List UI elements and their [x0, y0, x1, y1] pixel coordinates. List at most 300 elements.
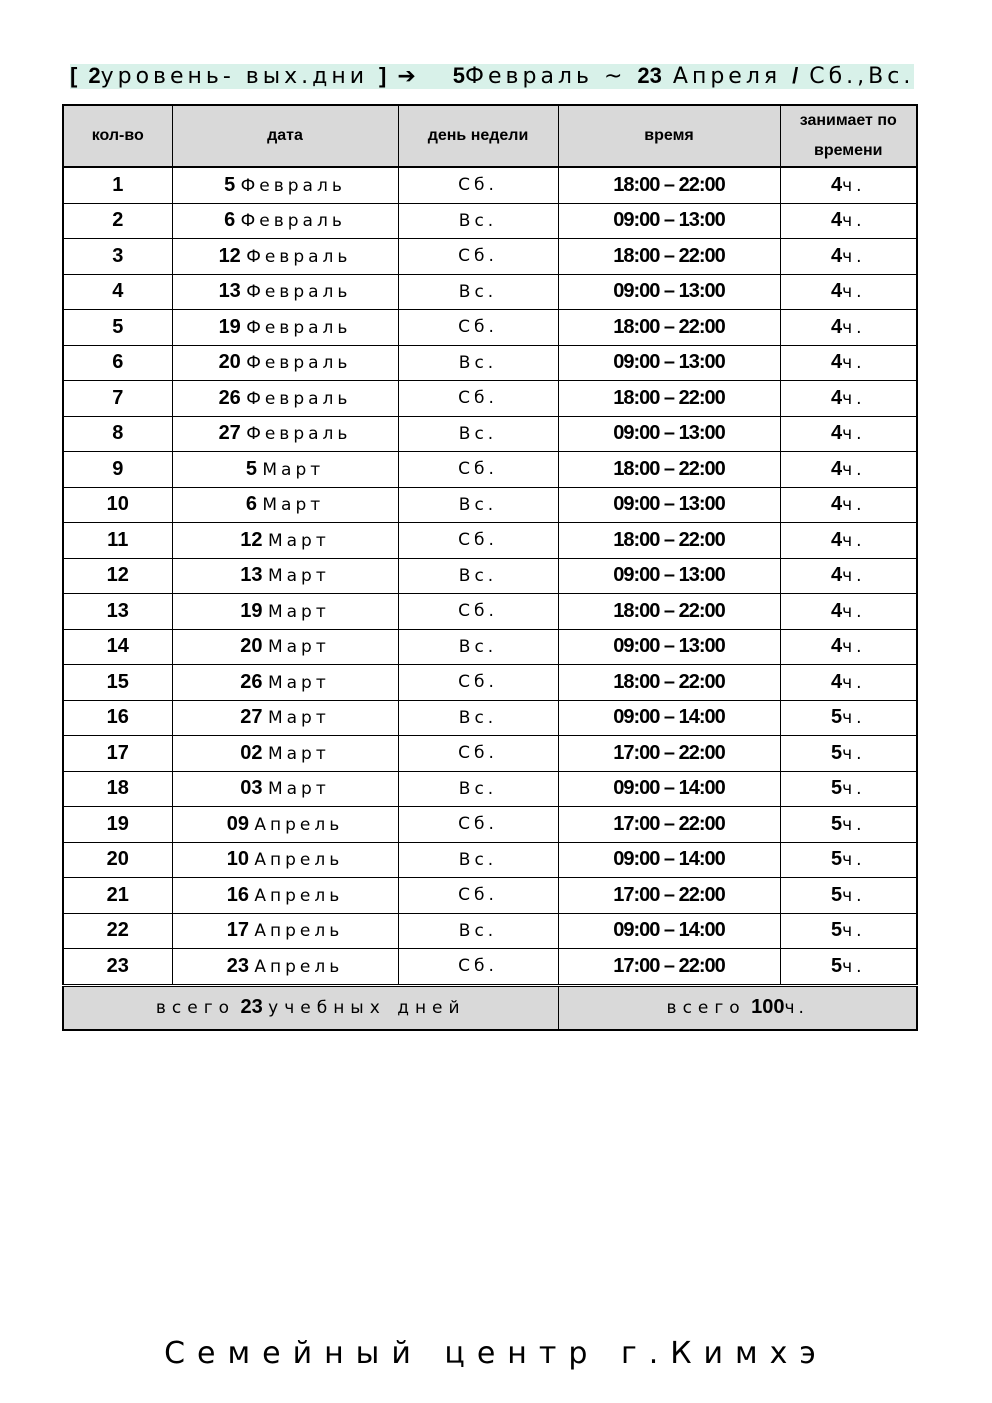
time-range: 18:00 – 22:00 — [613, 173, 725, 196]
cell-time — [558, 487, 780, 523]
weekday: Вс. — [458, 494, 498, 515]
weekday: Сб. — [458, 956, 498, 977]
cell-time — [558, 878, 780, 914]
date-month: Февраль — [246, 424, 352, 445]
weekday: Вс. — [458, 707, 498, 728]
weekday: Сб. — [458, 388, 498, 409]
cell-count — [63, 452, 172, 488]
title-end-month: Апреля — [672, 64, 782, 89]
time-range: 18:00 – 22:00 — [613, 457, 725, 480]
date-month: Март — [267, 708, 330, 729]
cell-time — [558, 842, 780, 878]
weekday: Сб. — [458, 885, 498, 906]
cell-date — [172, 381, 398, 417]
table-row — [63, 629, 917, 665]
cell-time — [558, 736, 780, 772]
weekday: Сб. — [458, 246, 498, 267]
date-day: 09 — [226, 812, 249, 835]
duration-unit: ч. — [842, 743, 866, 764]
cell-time — [558, 167, 780, 203]
date-month: Апрель — [254, 814, 344, 835]
row-number: 13 — [106, 599, 129, 622]
table-row — [63, 665, 917, 701]
cell-count — [63, 736, 172, 772]
cell-time — [558, 629, 780, 665]
duration-hours: 4 — [830, 457, 843, 480]
date-month: Февраль — [246, 246, 352, 267]
cell-date — [172, 594, 398, 630]
cell-weekday — [398, 167, 558, 203]
cell-duration — [780, 700, 917, 736]
total-hours-number: 100 — [751, 996, 785, 1018]
time-range: 09:00 – 13:00 — [613, 635, 725, 658]
duration-hours: 4 — [830, 315, 843, 338]
date-month: Март — [267, 601, 330, 622]
cell-duration — [780, 274, 917, 310]
date-month: Март — [262, 459, 325, 480]
cell-weekday — [398, 523, 558, 559]
cell-weekday — [398, 487, 558, 523]
title-start-month: Февраль — [465, 64, 593, 89]
duration-unit: ч. — [842, 282, 866, 303]
cell-time — [558, 381, 780, 417]
cell-weekday — [398, 239, 558, 275]
duration-hours: 4 — [830, 635, 843, 658]
row-number: 3 — [112, 244, 124, 267]
cell-count — [63, 381, 172, 417]
title-end-day: 23 — [637, 63, 662, 88]
cell-duration — [780, 452, 917, 488]
schedule-table — [62, 104, 918, 1031]
time-range: 09:00 – 14:00 — [613, 706, 725, 729]
weekday: Вс. — [458, 565, 498, 586]
date-month: Март — [267, 779, 330, 800]
cell-duration — [780, 345, 917, 381]
cell-duration — [780, 878, 917, 914]
cell-weekday — [398, 452, 558, 488]
cell-count — [63, 239, 172, 275]
time-range: 09:00 – 14:00 — [613, 777, 725, 800]
cell-weekday — [398, 665, 558, 701]
row-number: 9 — [112, 457, 124, 480]
cell-weekday — [398, 878, 558, 914]
weekday: Вс. — [458, 423, 498, 444]
cell-duration — [780, 949, 917, 986]
cell-duration — [780, 842, 917, 878]
title-highlight — [70, 64, 914, 89]
time-range: 09:00 – 14:00 — [613, 919, 725, 942]
cell-weekday — [398, 310, 558, 346]
title-bracket-open: [ — [70, 63, 78, 88]
cell-weekday — [398, 807, 558, 843]
weekday: Сб. — [458, 175, 498, 196]
date-day: 13 — [218, 280, 241, 303]
duration-hours: 5 — [830, 706, 843, 729]
cell-date — [172, 700, 398, 736]
time-range: 18:00 – 22:00 — [613, 244, 725, 267]
row-number: 8 — [112, 422, 124, 445]
cell-time — [558, 203, 780, 239]
cell-time — [558, 665, 780, 701]
cell-time — [558, 771, 780, 807]
row-number: 5 — [112, 315, 124, 338]
cell-duration — [780, 771, 917, 807]
duration-unit: ч. — [842, 601, 866, 622]
duration-unit: ч. — [842, 353, 866, 374]
table-row — [63, 345, 917, 381]
weekday: Вс. — [458, 920, 498, 941]
table-row — [63, 949, 917, 986]
weekday: Сб. — [458, 530, 498, 551]
cell-date — [172, 167, 398, 203]
time-range: 09:00 – 13:00 — [613, 351, 725, 374]
cell-weekday — [398, 594, 558, 630]
cell-count — [63, 629, 172, 665]
time-range: 18:00 – 22:00 — [613, 315, 725, 338]
cell-duration — [780, 239, 917, 275]
cell-time — [558, 700, 780, 736]
date-day: 12 — [218, 244, 241, 267]
duration-hours: 4 — [830, 599, 843, 622]
duration-hours: 4 — [830, 280, 843, 303]
duration-hours: 5 — [830, 883, 843, 906]
table-header-row — [63, 105, 917, 167]
weekday: Вс. — [458, 778, 498, 799]
cell-date — [172, 949, 398, 986]
header-date: дата — [172, 105, 398, 167]
date-day: 12 — [240, 528, 263, 551]
title-tilde: ~ — [603, 64, 627, 89]
cell-count — [63, 167, 172, 203]
duration-hours: 4 — [830, 351, 843, 374]
date-day: 5 — [224, 173, 236, 196]
duration-hours: 5 — [830, 848, 843, 871]
cell-date — [172, 203, 398, 239]
date-day: 10 — [226, 848, 249, 871]
weekday: Вс. — [458, 210, 498, 231]
date-day: 23 — [226, 954, 249, 977]
date-day: 27 — [218, 422, 241, 445]
date-month: Февраль — [240, 211, 346, 232]
row-number: 21 — [106, 883, 129, 906]
duration-hours: 4 — [830, 209, 843, 232]
cell-count — [63, 416, 172, 452]
date-day: 5 — [245, 457, 257, 480]
cell-duration — [780, 310, 917, 346]
duration-unit: ч. — [842, 566, 866, 587]
duration-unit: ч. — [842, 424, 866, 445]
cell-count — [63, 807, 172, 843]
cell-date — [172, 345, 398, 381]
cell-weekday — [398, 629, 558, 665]
cell-count — [63, 274, 172, 310]
cell-count — [63, 523, 172, 559]
weekday: Сб. — [458, 317, 498, 338]
row-number: 1 — [112, 173, 124, 196]
cell-time — [558, 594, 780, 630]
total-days-suffix: учебных дней — [268, 998, 466, 1018]
cell-duration — [780, 629, 917, 665]
table-row — [63, 274, 917, 310]
date-month: Апрель — [254, 921, 344, 942]
row-number: 17 — [106, 741, 129, 764]
date-month: Март — [267, 672, 330, 693]
table-row — [63, 523, 917, 559]
table-row — [63, 842, 917, 878]
cell-time — [558, 807, 780, 843]
cell-count — [63, 345, 172, 381]
cell-date — [172, 629, 398, 665]
cell-time — [558, 523, 780, 559]
cell-time — [558, 416, 780, 452]
date-month: Февраль — [246, 353, 352, 374]
duration-unit: ч. — [842, 637, 866, 658]
date-month: Февраль — [240, 175, 346, 196]
time-range: 09:00 – 13:00 — [613, 422, 725, 445]
date-day: 19 — [218, 315, 241, 338]
cell-date — [172, 239, 398, 275]
date-month: Март — [267, 637, 330, 658]
time-range: 09:00 – 13:00 — [613, 493, 725, 516]
date-day: 26 — [218, 386, 241, 409]
cell-duration — [780, 736, 917, 772]
weekday: Сб. — [458, 459, 498, 480]
table-row — [63, 487, 917, 523]
duration-unit: ч. — [842, 246, 866, 267]
duration-unit: ч. — [842, 779, 866, 800]
duration-unit: ч. — [842, 814, 866, 835]
total-hours-prefix: всего — [666, 998, 746, 1018]
cell-duration — [780, 203, 917, 239]
cell-date — [172, 807, 398, 843]
date-day: 27 — [240, 706, 263, 729]
cell-count — [63, 842, 172, 878]
title-level-text: уровень- вых.дни — [100, 64, 369, 89]
cell-count — [63, 878, 172, 914]
title-level-number: 2 — [88, 63, 101, 88]
duration-unit: ч. — [842, 921, 866, 942]
arrow-icon: ➔ — [397, 64, 420, 89]
weekday: Сб. — [458, 672, 498, 693]
duration-unit: ч. — [842, 956, 866, 977]
cell-weekday — [398, 416, 558, 452]
cell-date — [172, 736, 398, 772]
table-row — [63, 700, 917, 736]
cell-duration — [780, 381, 917, 417]
table-row — [63, 310, 917, 346]
date-day: 20 — [240, 635, 263, 658]
total-days-cell — [63, 985, 558, 1030]
cell-count — [63, 487, 172, 523]
cell-count — [63, 203, 172, 239]
date-day: 02 — [240, 741, 263, 764]
duration-hours: 4 — [830, 528, 843, 551]
duration-hours: 5 — [830, 919, 843, 942]
title-days: Сб.,Вс. — [809, 64, 915, 89]
time-range: 18:00 – 22:00 — [613, 599, 725, 622]
cell-date — [172, 310, 398, 346]
date-month: Апрель — [254, 956, 344, 977]
table-row — [63, 558, 917, 594]
duration-unit: ч. — [842, 885, 866, 906]
time-range: 17:00 – 22:00 — [613, 954, 725, 977]
cell-date — [172, 487, 398, 523]
row-number: 10 — [106, 493, 129, 516]
table-row — [63, 239, 917, 275]
table-row — [63, 807, 917, 843]
table-row — [63, 416, 917, 452]
row-number: 11 — [107, 528, 129, 551]
footer-organization: Семейный центр г.Кимхэ — [164, 1336, 828, 1371]
date-day: 6 — [224, 209, 236, 232]
header-weekday: день недели — [398, 105, 558, 167]
time-range: 17:00 – 22:00 — [613, 812, 725, 835]
duration-unit: ч. — [842, 211, 866, 232]
date-day: 6 — [245, 493, 257, 516]
duration-hours: 5 — [830, 741, 843, 764]
date-day: 03 — [240, 777, 263, 800]
row-number: 6 — [112, 351, 124, 374]
header-time: время — [558, 105, 780, 167]
cell-duration — [780, 523, 917, 559]
table-row — [63, 203, 917, 239]
duration-hours: 5 — [830, 812, 843, 835]
weekday: Вс. — [458, 849, 498, 870]
date-month: Март — [267, 566, 330, 587]
cell-weekday — [398, 913, 558, 949]
table-row — [63, 167, 917, 203]
cell-date — [172, 842, 398, 878]
cell-time — [558, 239, 780, 275]
weekday: Сб. — [458, 743, 498, 764]
cell-weekday — [398, 700, 558, 736]
cell-duration — [780, 558, 917, 594]
row-number: 12 — [106, 564, 129, 587]
date-day: 17 — [226, 919, 249, 942]
time-range: 09:00 – 13:00 — [613, 280, 725, 303]
row-number: 2 — [112, 209, 124, 232]
table-row — [63, 913, 917, 949]
cell-weekday — [398, 274, 558, 310]
title-bracket-close: ] — [379, 63, 387, 88]
time-range: 18:00 – 22:00 — [613, 386, 725, 409]
title-start-day: 5 — [452, 63, 466, 88]
cell-duration — [780, 913, 917, 949]
totals-row — [63, 985, 917, 1030]
row-number: 14 — [106, 635, 129, 658]
duration-hours: 4 — [830, 386, 843, 409]
table-row — [63, 594, 917, 630]
cell-weekday — [398, 771, 558, 807]
cell-date — [172, 452, 398, 488]
page-title — [70, 60, 914, 92]
cell-time — [558, 345, 780, 381]
cell-weekday — [398, 558, 558, 594]
duration-unit: ч. — [842, 459, 866, 480]
date-month: Март — [267, 530, 330, 551]
date-month: Февраль — [246, 388, 352, 409]
cell-weekday — [398, 381, 558, 417]
cell-count — [63, 771, 172, 807]
time-range: 09:00 – 13:00 — [613, 564, 725, 587]
cell-date — [172, 878, 398, 914]
date-day: 16 — [226, 883, 249, 906]
cell-time — [558, 913, 780, 949]
row-number: 20 — [106, 848, 129, 871]
duration-hours: 4 — [830, 244, 843, 267]
time-range: 18:00 – 22:00 — [613, 670, 725, 693]
cell-duration — [780, 665, 917, 701]
header-count: кол-во — [63, 105, 172, 167]
date-day: 13 — [240, 564, 263, 587]
cell-duration — [780, 594, 917, 630]
cell-count — [63, 700, 172, 736]
table-row — [63, 736, 917, 772]
weekday: Вс. — [458, 281, 498, 302]
title-slash: / — [792, 63, 799, 88]
date-month: Март — [262, 495, 325, 516]
cell-time — [558, 274, 780, 310]
cell-weekday — [398, 949, 558, 986]
duration-unit: ч. — [842, 850, 866, 871]
cell-date — [172, 523, 398, 559]
duration-unit: ч. — [842, 175, 866, 196]
cell-date — [172, 771, 398, 807]
cell-time — [558, 310, 780, 346]
row-number: 22 — [106, 919, 129, 942]
cell-weekday — [398, 203, 558, 239]
cell-time — [558, 558, 780, 594]
table-row — [63, 381, 917, 417]
cell-duration — [780, 416, 917, 452]
weekday: Вс. — [458, 636, 498, 657]
duration-hours: 5 — [830, 777, 843, 800]
date-month: Февраль — [246, 317, 352, 338]
cell-duration — [780, 807, 917, 843]
table-body — [63, 167, 917, 985]
time-range: 09:00 – 14:00 — [613, 848, 725, 871]
date-day: 20 — [218, 351, 241, 374]
date-day: 26 — [240, 670, 263, 693]
time-range: 09:00 – 13:00 — [613, 209, 725, 232]
weekday: Сб. — [458, 601, 498, 622]
row-number: 19 — [106, 812, 129, 835]
cell-date — [172, 665, 398, 701]
duration-hours: 4 — [830, 564, 843, 587]
cell-count — [63, 913, 172, 949]
cell-date — [172, 416, 398, 452]
row-number: 4 — [112, 280, 124, 303]
duration-hours: 4 — [830, 422, 843, 445]
cell-time — [558, 452, 780, 488]
row-number: 7 — [112, 386, 124, 409]
cell-date — [172, 274, 398, 310]
cell-count — [63, 558, 172, 594]
date-day: 19 — [240, 599, 263, 622]
weekday: Вс. — [458, 352, 498, 373]
duration-unit: ч. — [842, 672, 866, 693]
cell-date — [172, 913, 398, 949]
total-days-prefix: всего — [155, 998, 236, 1018]
row-number: 23 — [106, 954, 129, 977]
weekday: Сб. — [458, 814, 498, 835]
cell-weekday — [398, 842, 558, 878]
cell-count — [63, 594, 172, 630]
cell-duration — [780, 487, 917, 523]
date-month: Март — [267, 743, 330, 764]
total-hours-unit: ч. — [784, 998, 808, 1018]
duration-hours: 4 — [830, 670, 843, 693]
